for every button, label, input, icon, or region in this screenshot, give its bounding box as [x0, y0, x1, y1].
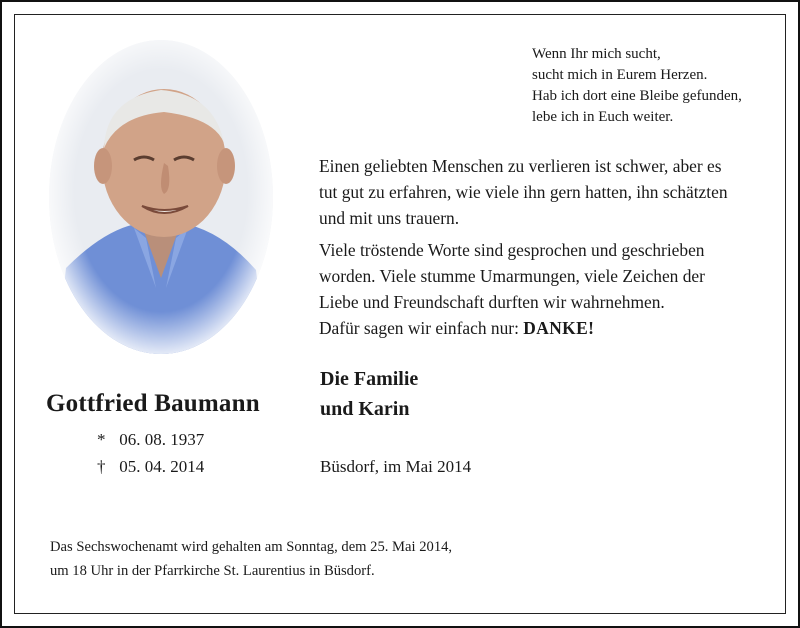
death-date: 05. 04. 2014 — [119, 457, 205, 476]
message-line: und mit uns trauern. — [319, 208, 460, 228]
portrait-photo — [46, 38, 276, 356]
poem — [532, 44, 742, 128]
death-cross-icon: † — [97, 457, 106, 476]
message-paragraph-2 — [319, 237, 759, 341]
poem-line: lebe ich in Euch weiter. — [532, 109, 674, 125]
closing-line — [319, 315, 759, 341]
closing-prefix: Dafür sagen wir einfach nur: — [319, 318, 519, 338]
poem-line: Hab ich dort eine Bleibe gefunden, — [532, 88, 742, 104]
death-date-row — [97, 457, 204, 477]
birth-symbol: * — [97, 430, 106, 449]
deceased-name: Gottfried Baumann — [46, 390, 260, 417]
poem-line: sucht mich in Eurem Herzen. — [532, 67, 708, 83]
message-line: tut gut zu erfahren, wie viele ihn gern hatten, ihn schätzten — [319, 182, 728, 202]
service-notice — [50, 535, 452, 583]
signature-line-2: und Karin — [320, 398, 410, 420]
signature-line-1: Die Familie — [320, 368, 419, 390]
closing-emphasis: DANKE! — [523, 318, 595, 338]
birth-date-row — [97, 430, 204, 450]
poem-line: Wenn Ihr mich sucht, — [532, 46, 661, 62]
message-paragraph-1 — [319, 153, 759, 231]
family-signature — [320, 364, 418, 424]
message-line: worden. Viele stumme Umarmungen, viele Zeichen der — [319, 266, 705, 286]
message-line: Viele tröstende Worte sind gesprochen und geschrieben — [319, 240, 705, 260]
place-date: Büsdorf, im Mai 2014 — [320, 457, 472, 476]
message-line: Einen geliebten Menschen zu verlieren ist schwer, aber es — [319, 156, 722, 176]
message-line: Liebe und Freundschaft durften wir wahrnehmen. — [319, 292, 665, 312]
birth-date: 06. 08. 1937 — [119, 430, 205, 449]
footer-line-1: Das Sechswochenamt wird gehalten am Sonntag, dem 25. Mai 2014, — [50, 539, 453, 555]
footer-line-2: um 18 Uhr in der Pfarrkirche St. Laurentius in Büsdorf. — [50, 563, 375, 579]
